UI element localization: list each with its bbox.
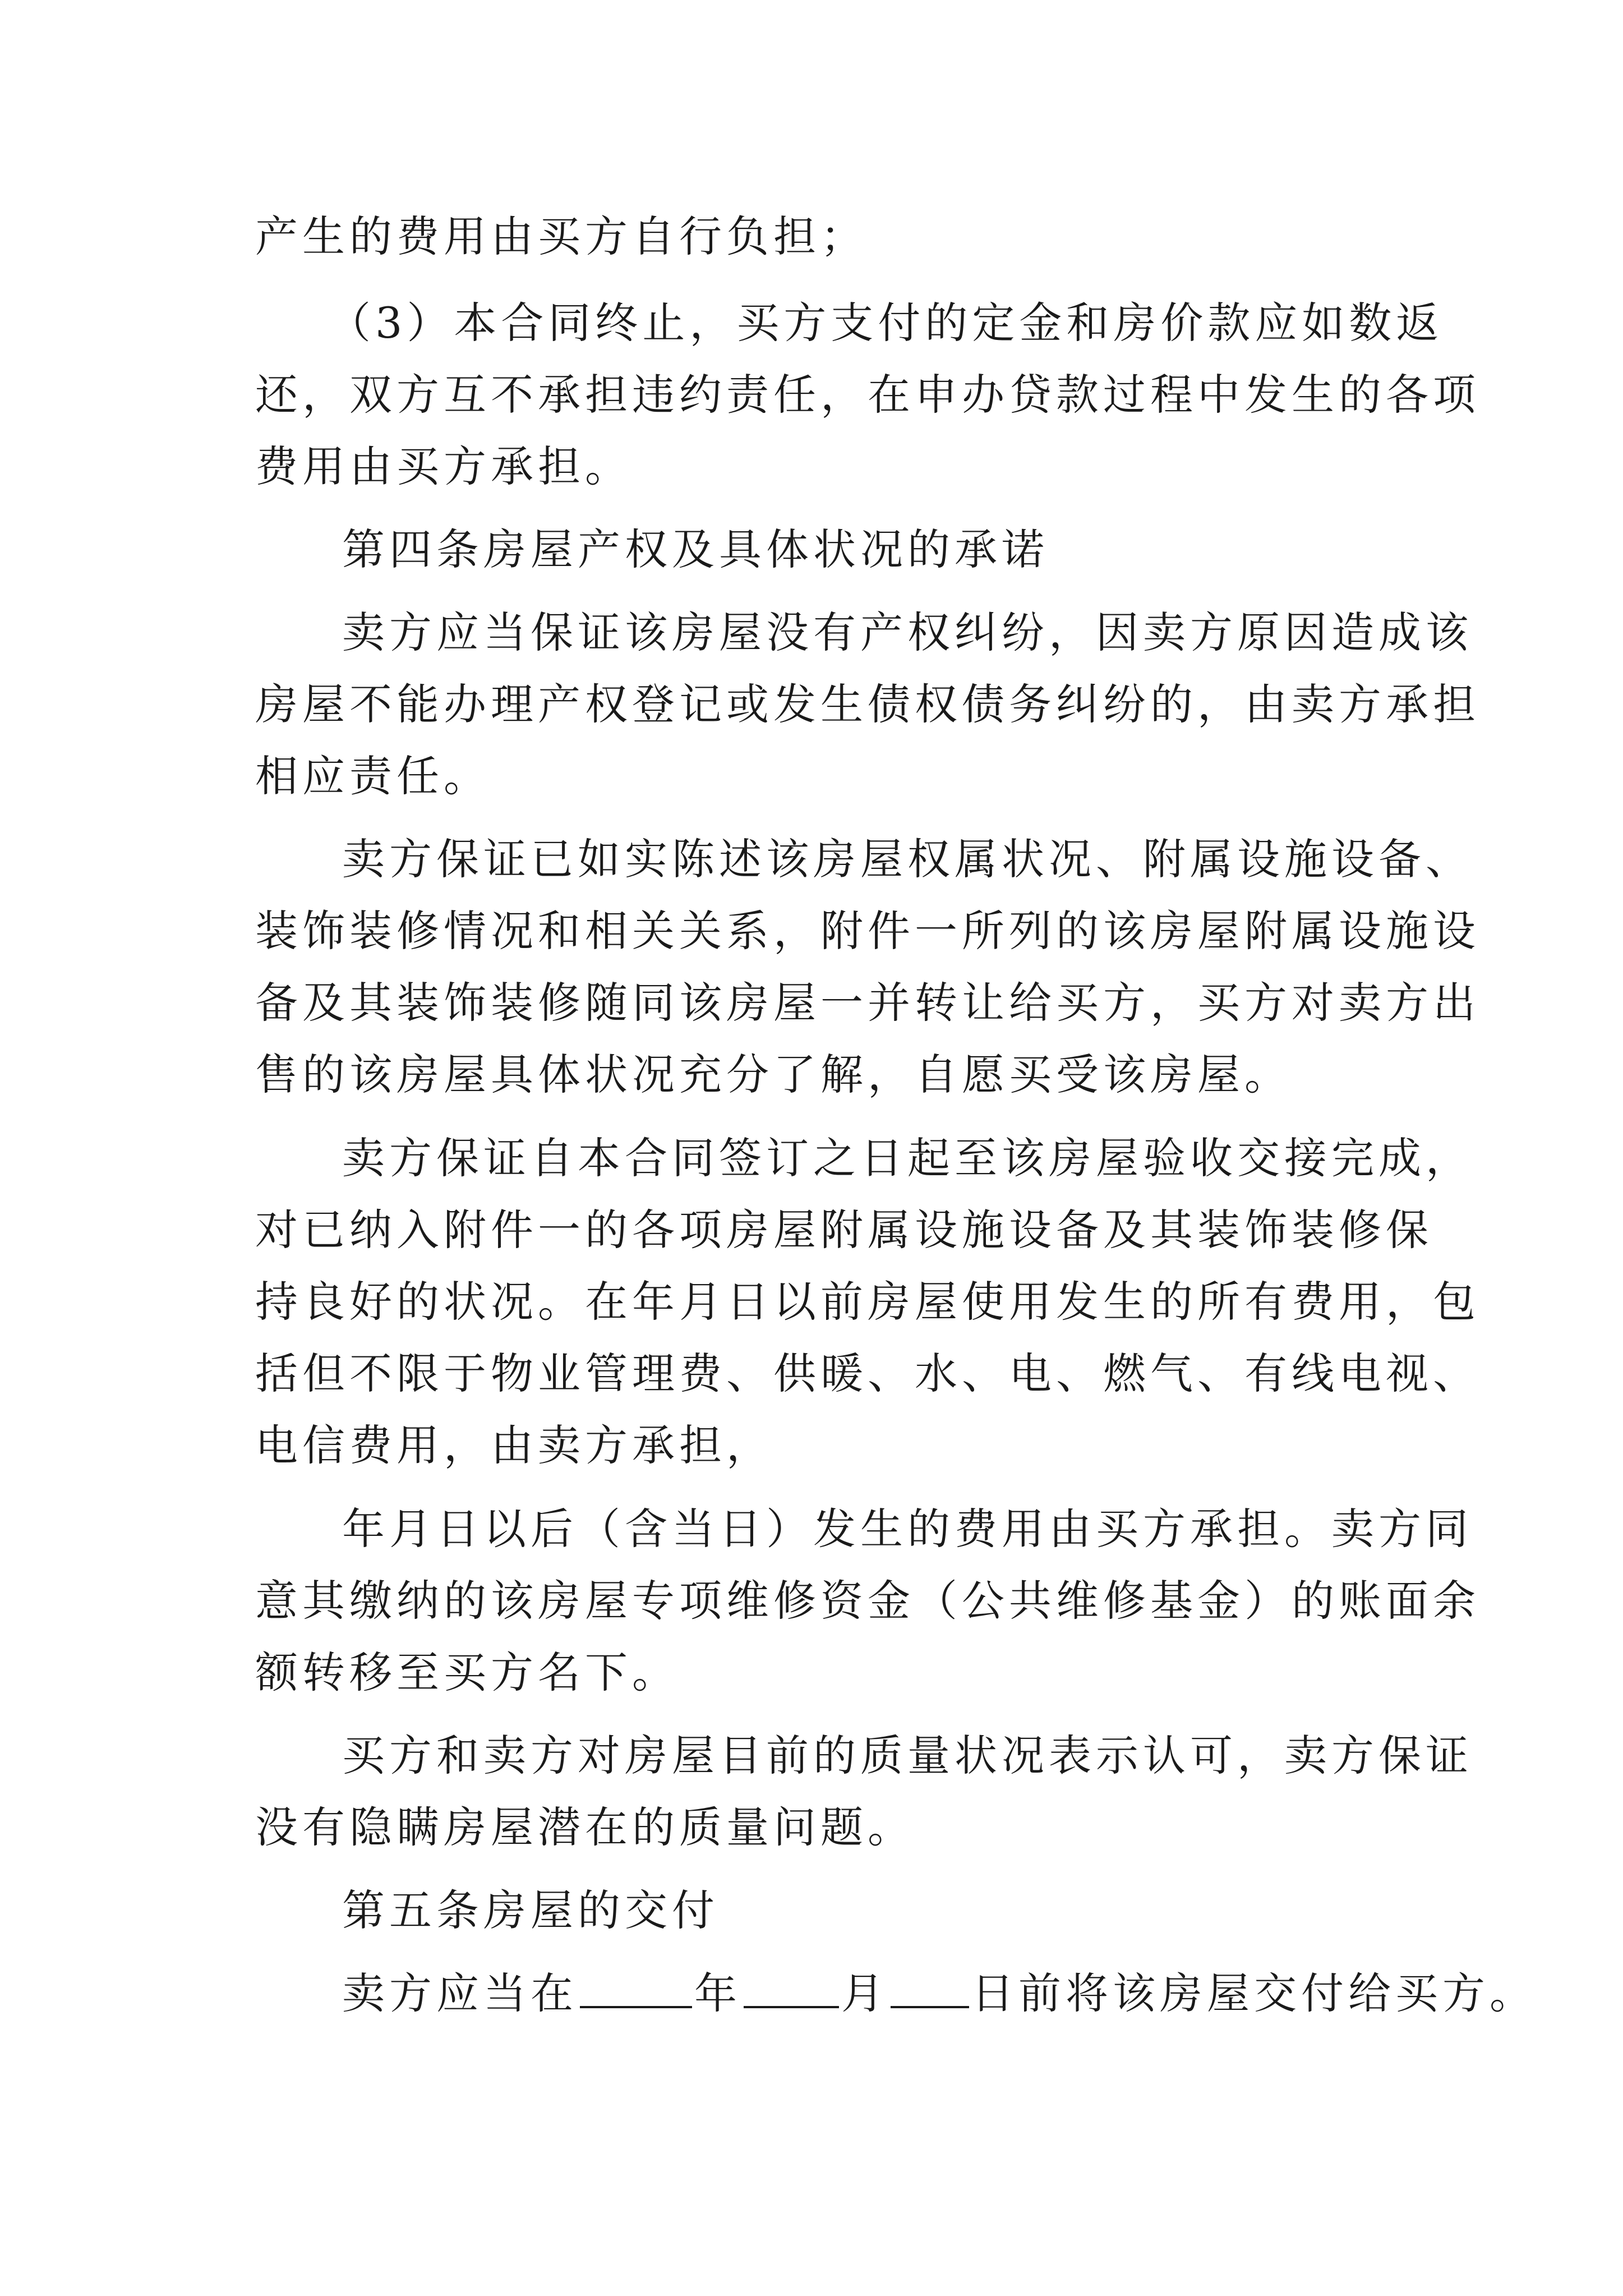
paragraph-line [342,1966,1537,2022]
paragraph-line: （3）本合同终止，买方支付的定金和房价款应如数返 [328,298,1444,348]
paragraph-line: 装饰装修情况和相关关系，附件一所列的该房屋附属设施设 [255,906,1480,956]
section-heading: 第四条房屋产权及具体状况的承诺 [342,524,1049,574]
paragraph-line: 售的该房屋具体状况充分了解，自愿买受该房屋。 [255,1050,1292,1099]
blank-underline [580,1970,692,2008]
blank-underline [891,1970,969,2008]
paragraph-line: 年月日以后（含当日）发生的费用由买方承担。卖方同 [342,1504,1473,1554]
paragraph-line: 卖方应当保证该房屋没有产权纠纷，因卖方原因造成该 [342,608,1473,657]
text-segment: 卖方应当在 [342,1968,578,2018]
paragraph-line: 对已纳入附件一的各项房屋附属设施设备及其装饰装修保 [255,1205,1433,1255]
paragraph-line: 费用由买方承担。 [255,441,632,491]
paragraph-line: 意其缴纳的该房屋专项维修资金（公共维修基金）的账面余 [255,1576,1480,1626]
section-heading: 第五条房屋的交付 [342,1885,719,1935]
text-segment: 月 [841,1968,888,2018]
paragraph-line: 相应责任。 [255,751,491,801]
paragraph-line: 卖方保证已如实陈述该房屋权属状况、附属设施设备、 [342,834,1473,884]
paragraph-line: 备及其装饰装修随同该房屋一并转让给买方，买方对卖方出 [255,978,1480,1028]
paragraph-line: 房屋不能办理产权登记或发生债权债务纠纷的，由卖方承担 [255,679,1480,729]
paragraph-line: 卖方保证自本合同签订之日起至该房屋验收交接完成， [342,1133,1473,1183]
paragraph-line: 买方和卖方对房屋目前的质量状况表示认可，卖方保证 [342,1731,1473,1780]
text-segment: 年 [694,1968,741,2018]
paragraph-line: 没有隐瞒房屋潜在的质量问题。 [255,1802,915,1852]
paragraph-line: 持良好的状况。在年月日以前房屋使用发生的所有费用，包 [255,1277,1480,1327]
text-segment: 日前将该房屋交付给买方。 [971,1968,1537,2018]
paragraph-line: 额转移至买方名下。 [255,1648,679,1697]
paragraph-line: 还，双方互不承担违约责任，在申办贷款过程中发生的各项 [255,370,1480,420]
paragraph-line: 电信费用，由卖方承担， [255,1420,773,1470]
paragraph-line: 产生的费用由买方自行负担； [255,211,868,261]
paragraph-line: 括但不限于物业管理费、供暖、水、电、燃气、有线电视、 [255,1349,1480,1398]
blank-underline [744,1970,839,2008]
